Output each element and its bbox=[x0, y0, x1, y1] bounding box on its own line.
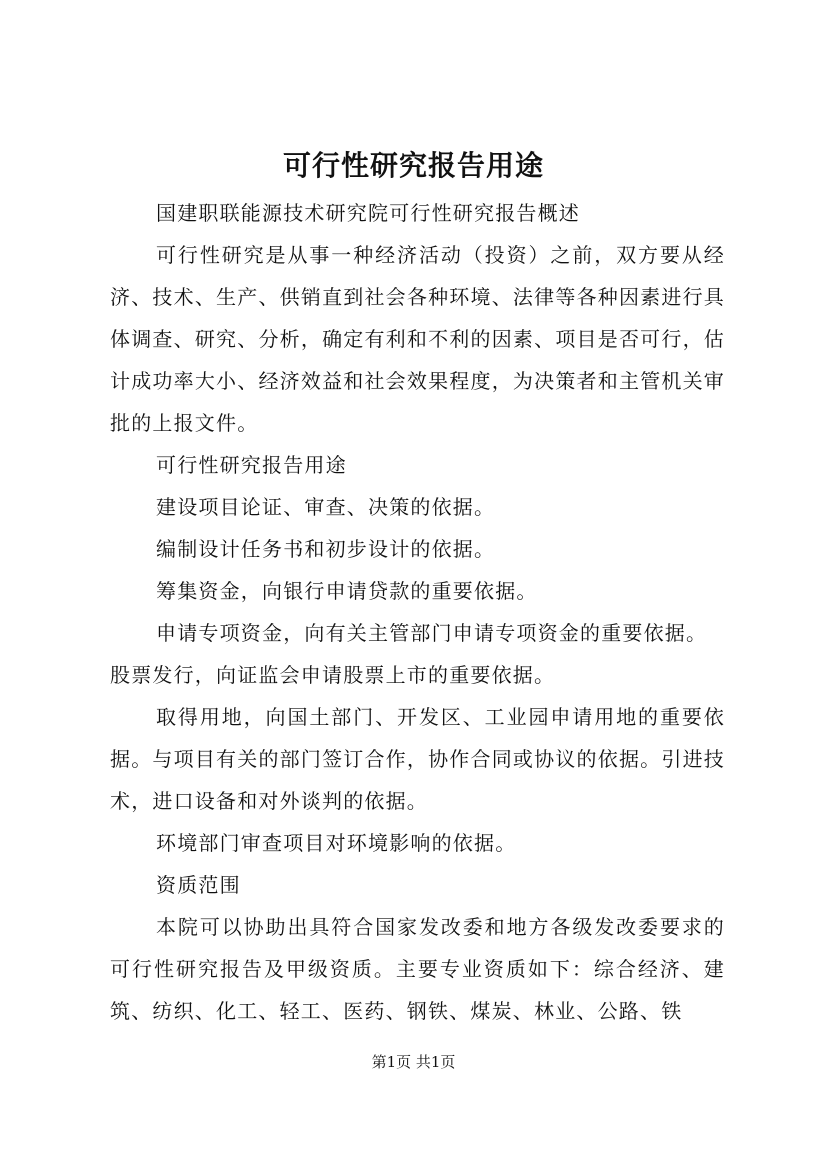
paragraph-use-6: 取得用地，向国土部门、开发区、工业园申请用地的重要依据。与项目有关的部门签订合作，协作合同或协议的依据。引进技术，进口设备和对外谈判的依据。 bbox=[110, 705, 725, 813]
document-body bbox=[110, 192, 725, 1032]
paragraph-use-7: 环境部门审查项目对环境影响的依据。 bbox=[156, 831, 517, 855]
document-title: 可行性研究报告用途 bbox=[282, 149, 544, 182]
paragraph-use-1: 建设项目论证、审查、决策的依据。 bbox=[156, 495, 496, 519]
paragraph-use-5: 股票发行，向证监会申请股票上市的重要依据。 bbox=[110, 663, 556, 687]
paragraph-qualification-heading: 资质范围 bbox=[156, 873, 241, 897]
paragraph-use-4: 申请专项资金，向有关主管部门申请专项资金的重要依据。 bbox=[156, 621, 708, 645]
paragraph-overview-heading: 国建职联能源技术研究院可行性研究报告概述 bbox=[156, 201, 580, 225]
paragraph-qualification-body: 本院可以协助出具符合国家发改委和地方各级发改委要求的可行性研究报告及甲级资质。主要专业资质如下：综合经济、建筑、纺织、化工、轻工、医药、钢铁、煤炭、林业、公路、铁 bbox=[110, 915, 725, 1023]
paragraph-uses-heading: 可行性研究报告用途 bbox=[156, 453, 347, 477]
paragraph-definition: 可行性研究是从事一种经济活动（投资）之前，双方要从经济、技术、生产、供销直到社会各种环境、法律等各种因素进行具体调查、研究、分析，确定有利和不利的因素、项目是否可行，估计成功率大小、经济效益和社会效果程度，为决策者和主管机关审批的上报文件。 bbox=[110, 243, 725, 435]
paragraph-use-3: 筹集资金，向银行申请贷款的重要依据。 bbox=[156, 579, 538, 603]
page-number: 第1页 共1页 bbox=[371, 1053, 456, 1071]
paragraph-use-2: 编制设计任务书和初步设计的依据。 bbox=[156, 537, 496, 561]
